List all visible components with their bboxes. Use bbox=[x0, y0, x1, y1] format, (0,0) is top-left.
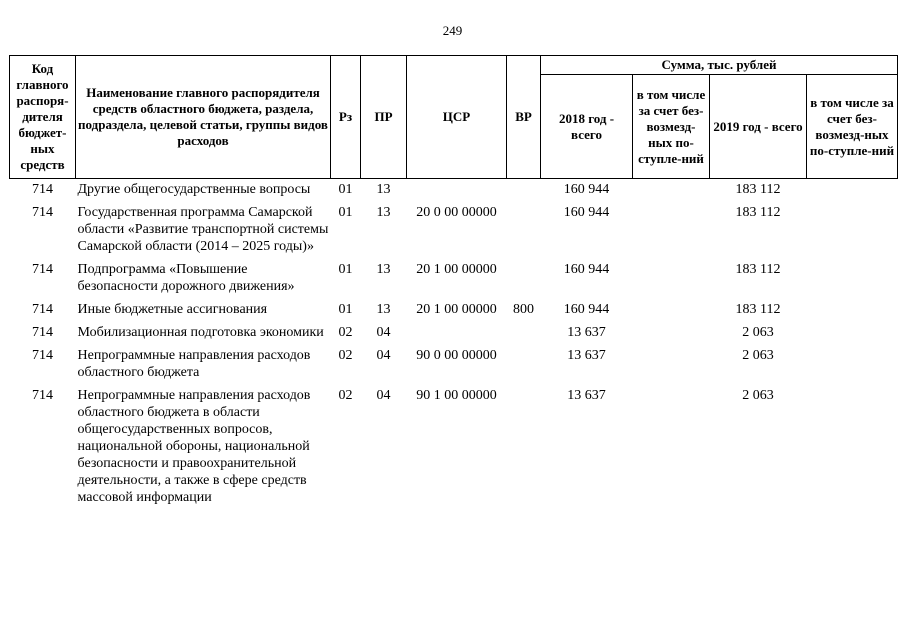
cell-name: Мобилизационная подготовка экономики bbox=[77, 325, 324, 340]
cell-vr bbox=[507, 202, 541, 259]
cell-rz: 01 bbox=[338, 302, 353, 317]
cell-pr: 04 bbox=[376, 388, 391, 403]
cell-2019-gratuitous bbox=[807, 322, 898, 345]
cell-2018-gratuitous bbox=[633, 322, 710, 345]
cell-code: 714 bbox=[32, 205, 53, 220]
header-name: Наименование главного распорядителя средств областного бюджета, раздела, подраздела, целевой статьи, группы видов расходов bbox=[76, 56, 331, 179]
table-header bbox=[10, 56, 898, 179]
cell-2019-gratuitous bbox=[807, 345, 898, 385]
cell-csr: 20 0 00 00000 bbox=[416, 205, 497, 220]
cell-csr bbox=[407, 179, 507, 203]
cell-2018-total: 160 944 bbox=[563, 205, 610, 220]
table-row bbox=[10, 299, 898, 322]
cell-name: Иные бюджетные ассигнования bbox=[77, 302, 268, 317]
table-row bbox=[10, 345, 898, 385]
header-csr: ЦСР bbox=[407, 56, 507, 179]
cell-2019-total: 2 063 bbox=[742, 348, 774, 363]
cell-2018-total: 13 637 bbox=[567, 325, 606, 340]
cell-csr: 90 1 00 00000 bbox=[416, 388, 497, 403]
cell-2018-gratuitous bbox=[633, 345, 710, 385]
cell-vr bbox=[507, 345, 541, 385]
cell-2019-total: 183 112 bbox=[735, 205, 781, 220]
cell-2018-gratuitous bbox=[633, 385, 710, 510]
cell-2018-gratuitous bbox=[633, 202, 710, 259]
cell-rz: 02 bbox=[338, 388, 353, 403]
cell-code: 714 bbox=[32, 388, 53, 403]
header-2018-total: 2018 год - всего bbox=[541, 75, 633, 179]
table-row bbox=[10, 259, 898, 299]
header-rz: Рз bbox=[331, 56, 361, 179]
cell-rz: 01 bbox=[338, 262, 353, 277]
cell-vr bbox=[507, 322, 541, 345]
cell-vr: 800 bbox=[513, 302, 534, 317]
cell-code: 714 bbox=[32, 262, 53, 277]
header-code: Код главного распоря-дителя бюджет-ных средств bbox=[10, 56, 76, 179]
cell-2018-gratuitous bbox=[633, 179, 710, 203]
cell-2018-total: 160 944 bbox=[563, 182, 610, 197]
cell-pr: 13 bbox=[376, 182, 391, 197]
cell-2018-total: 13 637 bbox=[567, 348, 606, 363]
cell-name: Непрограммные направления расходов областного бюджета bbox=[77, 348, 311, 380]
header-vr: ВР bbox=[507, 56, 541, 179]
cell-pr: 13 bbox=[376, 205, 391, 220]
cell-pr: 13 bbox=[376, 302, 391, 317]
cell-csr bbox=[407, 322, 507, 345]
cell-code: 714 bbox=[32, 325, 53, 340]
cell-2019-total: 183 112 bbox=[735, 302, 781, 317]
cell-2019-total: 183 112 bbox=[735, 182, 781, 197]
cell-2018-gratuitous bbox=[633, 299, 710, 322]
cell-vr bbox=[507, 385, 541, 510]
cell-2019-gratuitous bbox=[807, 385, 898, 510]
header-pr: ПР bbox=[361, 56, 407, 179]
cell-name: Непрограммные направления расходов областного бюджета в области общегосударственных вопросов, национальной обороны, национальной безопасности и правоохранительной деятельности, а также в сфере средств массовой информации bbox=[77, 388, 311, 505]
header-2018-gratuitous: в том числе за счет без-возмезд-ных по-ступле-ний bbox=[633, 75, 710, 179]
header-2019-total: 2019 год - всего bbox=[710, 75, 807, 179]
table-row bbox=[10, 385, 898, 510]
cell-2018-total: 13 637 bbox=[567, 388, 606, 403]
cell-name: Другие общегосударственные вопросы bbox=[77, 182, 311, 197]
cell-code: 714 bbox=[32, 302, 53, 317]
cell-2019-gratuitous bbox=[807, 202, 898, 259]
cell-2019-gratuitous bbox=[807, 179, 898, 203]
cell-rz: 02 bbox=[338, 348, 353, 363]
cell-rz: 01 bbox=[338, 182, 353, 197]
cell-2019-total: 183 112 bbox=[735, 262, 781, 277]
cell-2019-total: 2 063 bbox=[742, 325, 774, 340]
cell-2018-total: 160 944 bbox=[563, 302, 610, 317]
cell-2019-gratuitous bbox=[807, 259, 898, 299]
table-row bbox=[10, 202, 898, 259]
cell-rz: 01 bbox=[338, 205, 353, 220]
cell-pr: 13 bbox=[376, 262, 391, 277]
cell-vr bbox=[507, 179, 541, 203]
cell-vr bbox=[507, 259, 541, 299]
header-sum-group: Сумма, тыс. рублей bbox=[541, 56, 898, 75]
cell-code: 714 bbox=[32, 348, 53, 363]
cell-csr: 20 1 00 00000 bbox=[416, 302, 497, 317]
table-body bbox=[10, 179, 898, 511]
cell-csr: 20 1 00 00000 bbox=[416, 262, 497, 277]
cell-pr: 04 bbox=[376, 348, 391, 363]
header-2019-gratuitous: в том числе за счет без-возмезд-ных по-ступле-ний bbox=[807, 75, 898, 179]
budget-table bbox=[9, 55, 898, 510]
cell-rz: 02 bbox=[338, 325, 353, 340]
cell-2019-gratuitous bbox=[807, 299, 898, 322]
page-number: 249 bbox=[442, 23, 463, 38]
cell-csr: 90 0 00 00000 bbox=[416, 348, 497, 363]
cell-pr: 04 bbox=[376, 325, 391, 340]
cell-name: Подпрограмма «Повышение безопасности дорожного движения» bbox=[77, 262, 295, 294]
cell-2019-total: 2 063 bbox=[742, 388, 774, 403]
table-row bbox=[10, 322, 898, 345]
cell-code: 714 bbox=[32, 182, 53, 197]
cell-name: Государственная программа Самарской области «Развитие транспортной системы Самарской области (2014 – 2025 годы)» bbox=[77, 205, 329, 254]
cell-2018-total: 160 944 bbox=[563, 262, 610, 277]
table-row bbox=[10, 179, 898, 203]
cell-2018-gratuitous bbox=[633, 259, 710, 299]
